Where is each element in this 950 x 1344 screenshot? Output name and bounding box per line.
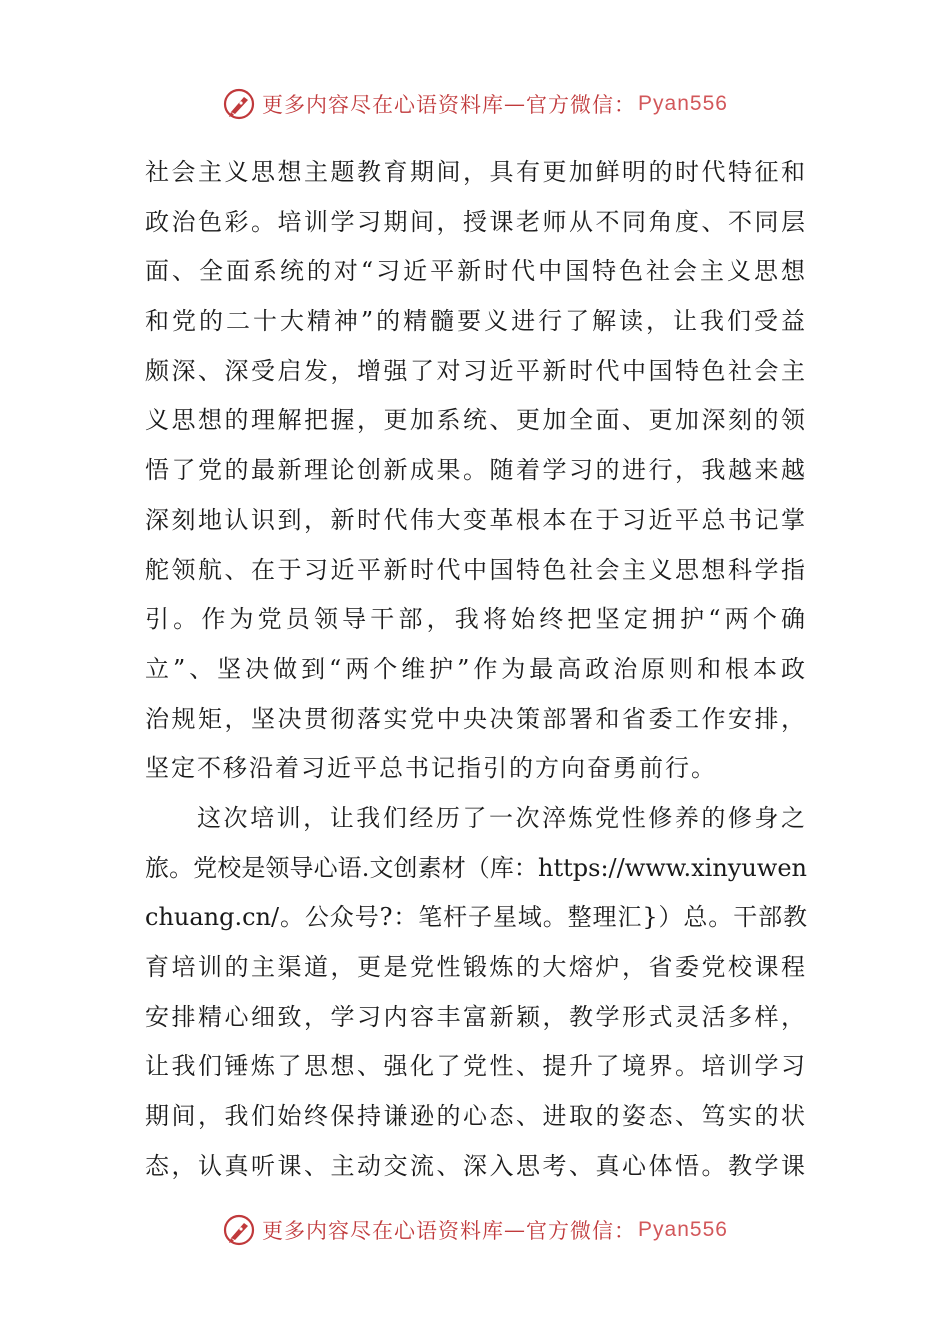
footer-brand-text: 更多内容尽在心语资料库 — [262, 1219, 505, 1243]
footer-wechat-label: 官方微信： — [526, 1219, 637, 1243]
body-line: chuang.cn/。公众号?：笔杆子星域。整理汇}）总。干部教 — [145, 903, 807, 932]
header-wechat-id: Pyan556 — [638, 92, 728, 115]
body-line: 态，认真听课、主动交流、深入思考、真心体悟。教学课 — [145, 1151, 807, 1180]
pen-nib-logo-icon — [222, 87, 256, 121]
body-line: 面、全面系统的对“习近平新时代中国特色社会主义思想 — [145, 257, 807, 286]
header-brand-text: 更多内容尽在心语资料库 — [262, 93, 505, 117]
body-line: 义思想的理解把握，更加系统、更加全面、更加深刻的领 — [145, 406, 807, 435]
body-line: 让我们锤炼了思想、强化了党性、提升了境界。培训学习 — [145, 1052, 807, 1081]
body-line: 悟了党的最新理论创新成果。随着学习的进行，我越来越 — [145, 456, 807, 485]
body-line: 政治色彩。培训学习期间，授课老师从不同角度、不同层 — [145, 207, 807, 236]
body-line: 旅。党校是领导心语.文创素材（库：https://www.xinyuwen — [145, 853, 807, 882]
body-line: 育培训的主渠道，更是党性锻炼的大熔炉，省委党校课程 — [145, 953, 807, 981]
pen-nib-logo-icon — [222, 1213, 256, 1247]
body-line: 社会主义思想主题教育期间，具有更加鲜明的时代特征和 — [145, 158, 807, 186]
header-watermark-banner — [0, 84, 950, 124]
footer-wechat-id: Pyan556 — [638, 1218, 728, 1241]
body-line: 安排精心细致，学习内容丰富新颖，教学形式灵活多样， — [145, 1002, 807, 1031]
body-line: 坚定不移沿着习近平总书记指引的方向奋勇前行。 — [145, 754, 717, 783]
body-line: 引。作为党员领导干部，我将始终把坚定拥护“两个确 — [145, 605, 807, 634]
body-line: 和党的二十大精神”的精髓要义进行了解读，让我们受益 — [145, 307, 807, 336]
header-wechat-label: 官方微信： — [526, 93, 637, 117]
footer-watermark-banner — [0, 1210, 950, 1250]
body-line: 治规矩，坚决贯彻落实党中央决策部署和省委工作安排， — [145, 704, 807, 733]
document-body — [145, 148, 807, 1191]
body-line: 深刻地认识到，新时代伟大变革根本在于习近平总书记掌 — [145, 505, 807, 534]
body-line-paragraph-start: 这次培训，让我们经历了一次淬炼党性修养的修身之 — [197, 803, 807, 832]
body-line: 舵领航、在于习近平新时代中国特色社会主义思想科学指 — [145, 555, 807, 584]
footer-separator: — — [504, 1218, 527, 1242]
body-line: 期间，我们始终保持谦逊的心态、进取的姿态、笃实的状 — [145, 1102, 807, 1131]
body-line: 颇深、深受启发，增强了对习近平新时代中国特色社会主 — [145, 356, 807, 385]
body-line: 立”、坚决做到“两个维护”作为最高政治原则和根本政 — [145, 654, 807, 683]
header-separator: — — [504, 92, 527, 116]
